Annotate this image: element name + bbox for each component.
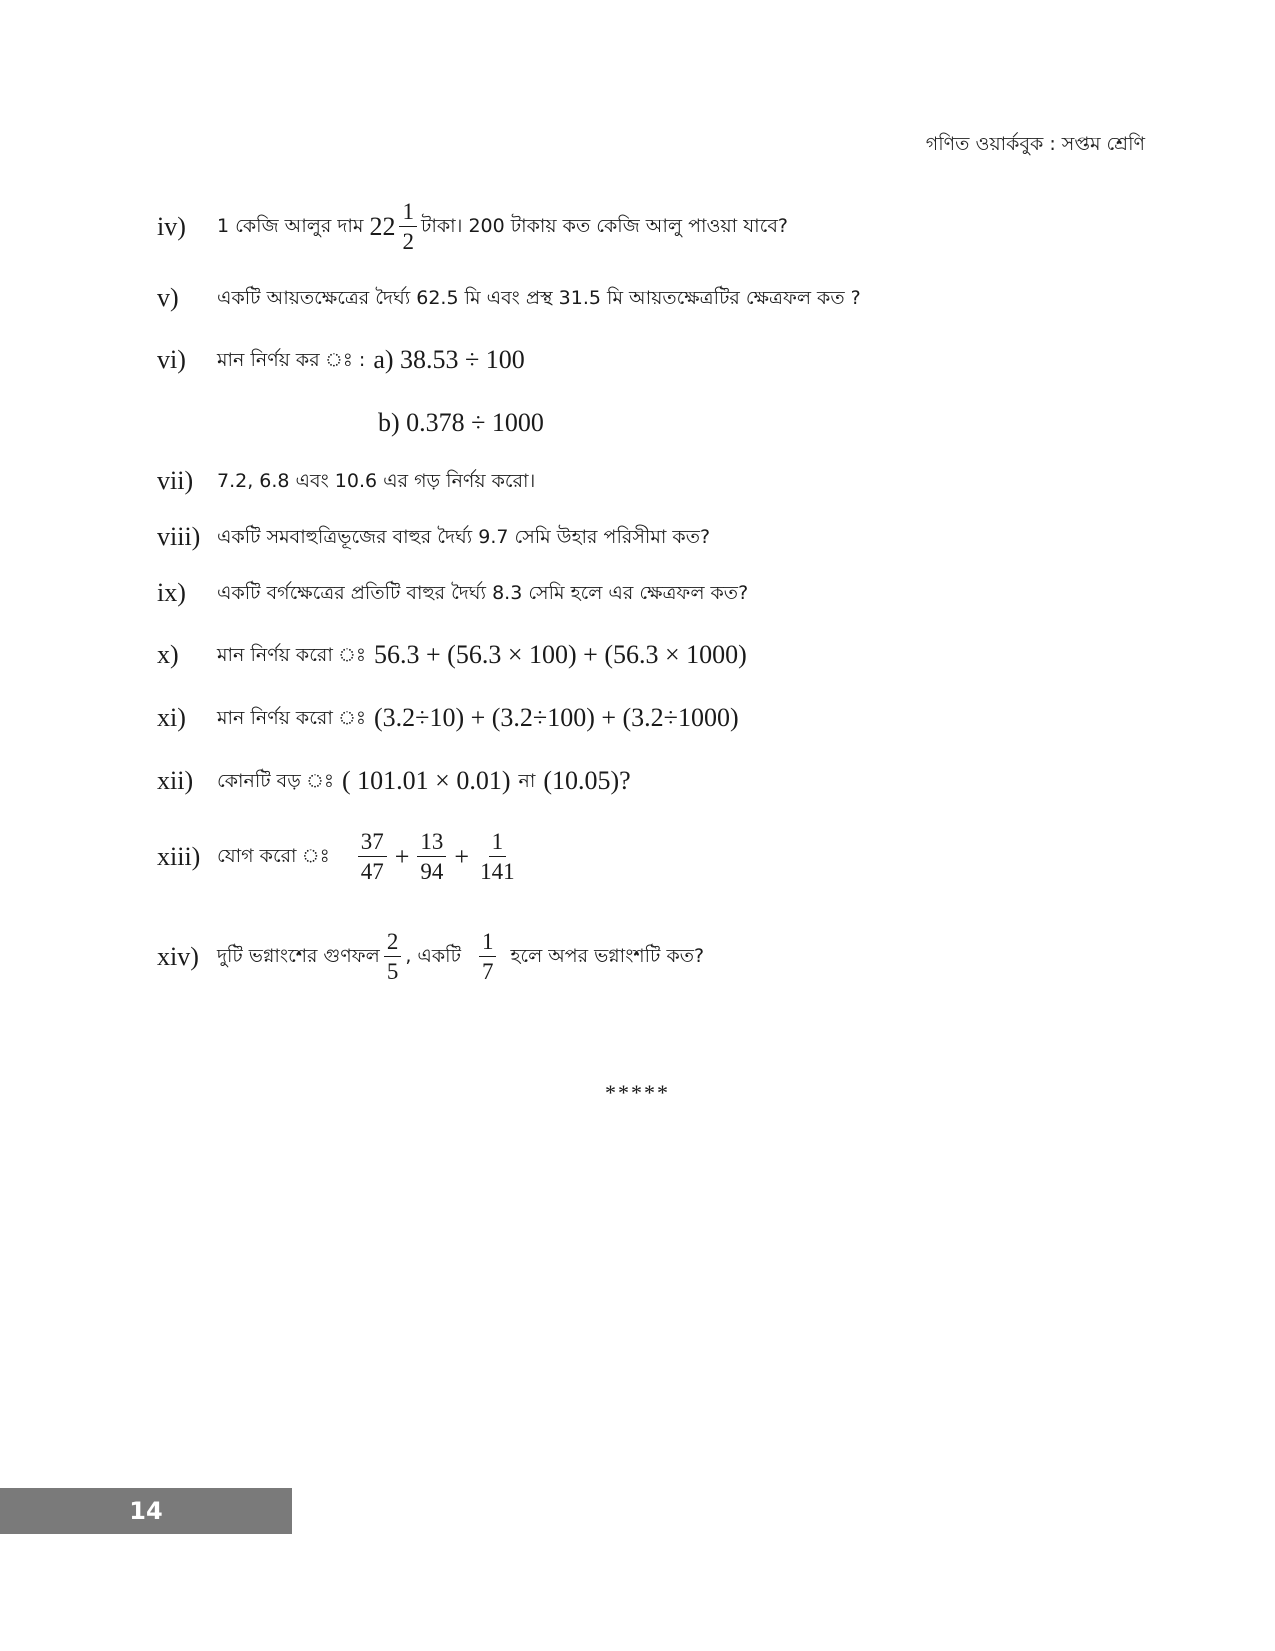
question-vi [157, 347, 1157, 373]
question-label: কোনটি বড় ঃ [217, 769, 335, 792]
question-number: vi) [157, 345, 186, 374]
question-xii [157, 768, 1157, 794]
question-label: মান নির্ণয় করো ঃ [217, 706, 367, 729]
expression-1: ( 101.01 × 0.01) [342, 766, 511, 795]
question-text: দুটি ভগ্নাংশের গুণফল [217, 945, 380, 967]
question-text: টাকা। 200 টাকায় কত কেজি আলু পাওয়া যাবে? [420, 215, 788, 237]
question-text: একটি সমবাহুত্রিভূজের বাহুর দৈর্ঘ্য 9.7 সেমি উহার পরিসীমা কত? [217, 525, 711, 548]
question-number: iv) [157, 211, 186, 241]
mixed-whole: 22 [369, 211, 396, 241]
question-label: মান নির্ণয় কর ঃ : [217, 348, 366, 371]
question-xi [157, 705, 1157, 731]
section-end-stars: ***** [605, 1080, 670, 1105]
question-label: মান নির্ণয় করো ঃ [217, 643, 367, 666]
question-number: vii) [157, 466, 194, 495]
numerator: 13 [417, 830, 446, 857]
question-vi-b [378, 410, 1275, 436]
question-v [157, 285, 1157, 311]
question-x [157, 642, 1157, 668]
question-text: 7.2, 6.8 এবং 10.6 এর গড় নির্ণয় করো। [217, 469, 536, 492]
fraction [399, 200, 417, 253]
question-number: x) [157, 640, 179, 669]
denominator: 141 [480, 859, 515, 884]
question-iv [157, 200, 1157, 253]
plus-sign: + [394, 841, 410, 871]
question-text: , একটি [405, 945, 461, 967]
question-label: যোগ করো ঃ [217, 845, 330, 867]
fraction-1 [384, 930, 402, 983]
denominator: 2 [402, 229, 414, 254]
question-number: xiii) [157, 841, 201, 871]
plus-sign: + [454, 841, 470, 871]
numerator: 2 [384, 930, 402, 957]
connector-word: না [518, 769, 536, 792]
question-number: viii) [157, 522, 201, 551]
expression-b: b) 0.378 ÷ 1000 [378, 408, 544, 437]
denominator: 94 [420, 859, 444, 884]
numerator: 1 [479, 930, 497, 957]
fraction-2 [479, 930, 497, 983]
question-text: হলে অপর ভগ্নাংশটি কত? [510, 945, 705, 967]
page-number: 14 [129, 1497, 163, 1525]
fraction-2 [417, 830, 446, 883]
question-xiii [157, 830, 1157, 883]
question-vii [157, 468, 1157, 494]
page-number-bar [0, 1488, 292, 1534]
question-number: v) [157, 283, 179, 312]
question-number: xi) [157, 703, 186, 732]
denominator: 5 [386, 959, 399, 984]
question-text: একটি আয়তক্ষেত্রের দৈর্ঘ্য 62.5 মি এবং প্রস্থ 31.5 মি আয়তক্ষেত্রটির ক্ষেত্রফল কত ? [217, 286, 861, 309]
question-number: xii) [157, 766, 194, 795]
denominator: 7 [481, 959, 494, 984]
denominator: 47 [360, 859, 384, 884]
expression-2: (10.05)? [543, 766, 631, 795]
expression: (3.2÷10) + (3.2÷100) + (3.2÷1000) [374, 703, 739, 732]
expression: 56.3 + (56.3 × 100) + (56.3 × 1000) [374, 640, 747, 669]
question-number: xiv) [157, 941, 199, 971]
numerator: 1 [489, 830, 507, 857]
question-ix [157, 580, 1157, 606]
question-xiv [157, 930, 1157, 983]
numerator: 37 [358, 830, 387, 857]
question-viii [157, 524, 1157, 550]
fraction-1 [358, 830, 387, 883]
fraction-3 [477, 830, 518, 883]
expression-a: a) 38.53 ÷ 100 [373, 345, 525, 374]
question-number: ix) [157, 578, 186, 607]
question-text: একটি বর্গক্ষেত্রের প্রতিটি বাহুর দৈর্ঘ্য 8.3 সেমি হলে এর ক্ষেত্রফল কত? [217, 581, 749, 604]
numerator: 1 [399, 200, 417, 227]
question-text: 1 কেজি আলুর দাম [217, 215, 364, 237]
running-header: গণিত ওয়ার্কবুক : সপ্তম শ্রেণি [925, 133, 1145, 155]
